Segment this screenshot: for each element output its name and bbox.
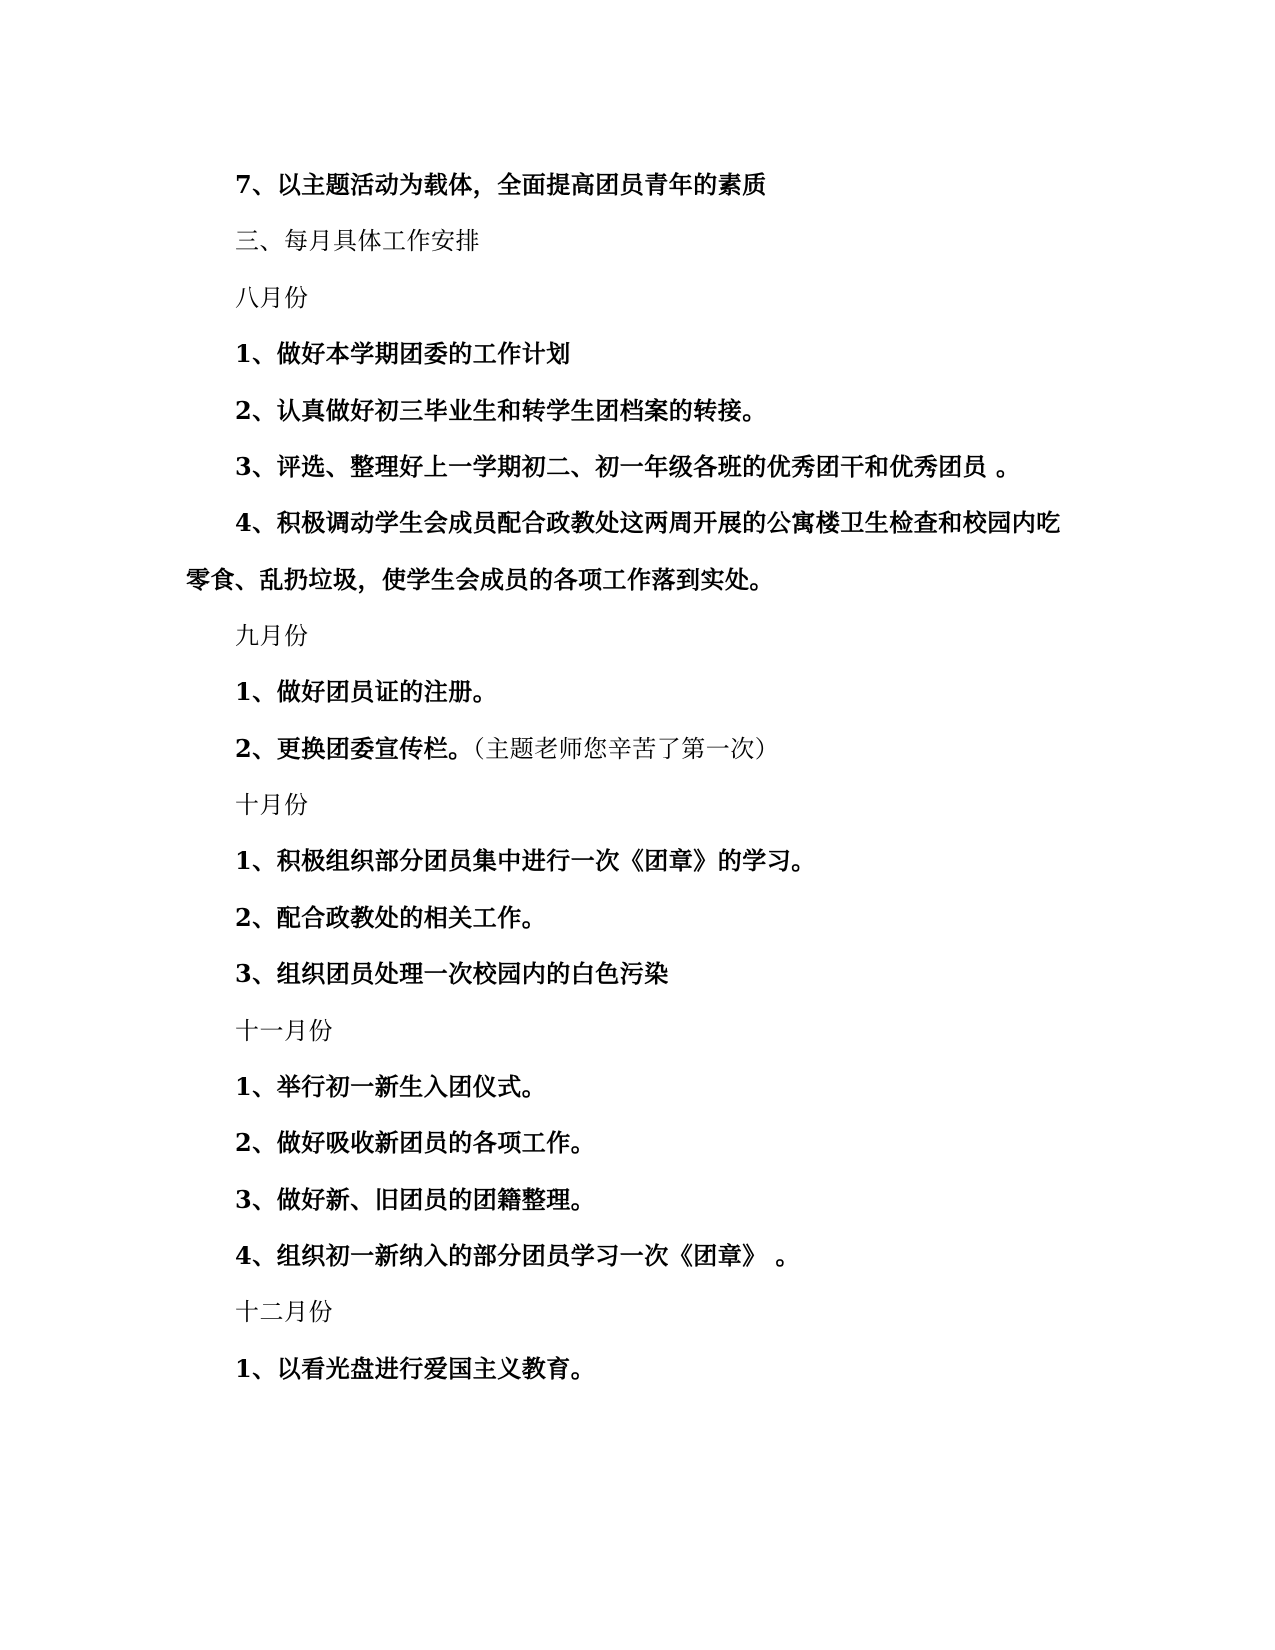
list-item: 1、举行初一新生入团仪式。 — [235, 1072, 547, 1101]
list-item: 1、做好本学期团委的工作计划 — [235, 339, 571, 368]
list-item: 4、积极调动学生会成员配合政教处这两周开展的公寓楼卫生检查和校园内吃 — [235, 508, 1061, 537]
list-item: 3、做好新、旧团员的团籍整理。 — [235, 1185, 596, 1214]
list-item: 1、以看光盘进行爱国主义教育。 — [235, 1354, 596, 1383]
list-item: 1、做好团员证的注册。 — [235, 677, 498, 706]
month-heading-november: 十一月份 — [235, 1017, 333, 1045]
section-heading-monthly-plan: 三、每月具体工作安排 — [235, 227, 480, 255]
list-item: 4、组织初一新纳入的部分团员学习一次《团章》 。 — [235, 1241, 801, 1270]
list-item: 3、组织团员处理一次校园内的白色污染 — [235, 959, 669, 988]
month-heading-august: 八月份 — [235, 284, 309, 312]
month-heading-december: 十二月份 — [235, 1298, 333, 1326]
month-heading-october: 十月份 — [235, 791, 309, 819]
list-item-note: （主题老师您辛苦了第一次） — [472, 735, 780, 763]
month-heading-september: 九月份 — [235, 622, 309, 650]
list-item: 1、积极组织部分团员集中进行一次《团章》的学习。 — [235, 846, 816, 875]
list-item: 2、配合政教处的相关工作。 — [235, 903, 547, 932]
list-item: 2、做好吸收新团员的各项工作。 — [235, 1128, 596, 1157]
list-item-topic-activity: 7、以主题活动为载体，全面提高团员青年的素质 — [235, 170, 767, 199]
list-item — [235, 734, 779, 764]
list-item: 3、评选、整理好上一学期初二、初一年级各班的优秀团干和优秀团员 。 — [235, 452, 1021, 481]
list-item: 2、认真做好初三毕业生和转学生团档案的转接。 — [235, 396, 767, 425]
list-item-text: 2、更换团委宣传栏。 — [235, 734, 473, 763]
list-item-continuation: 零食、乱扔垃圾，使学生会成员的各项工作落到实处。 — [186, 565, 774, 594]
